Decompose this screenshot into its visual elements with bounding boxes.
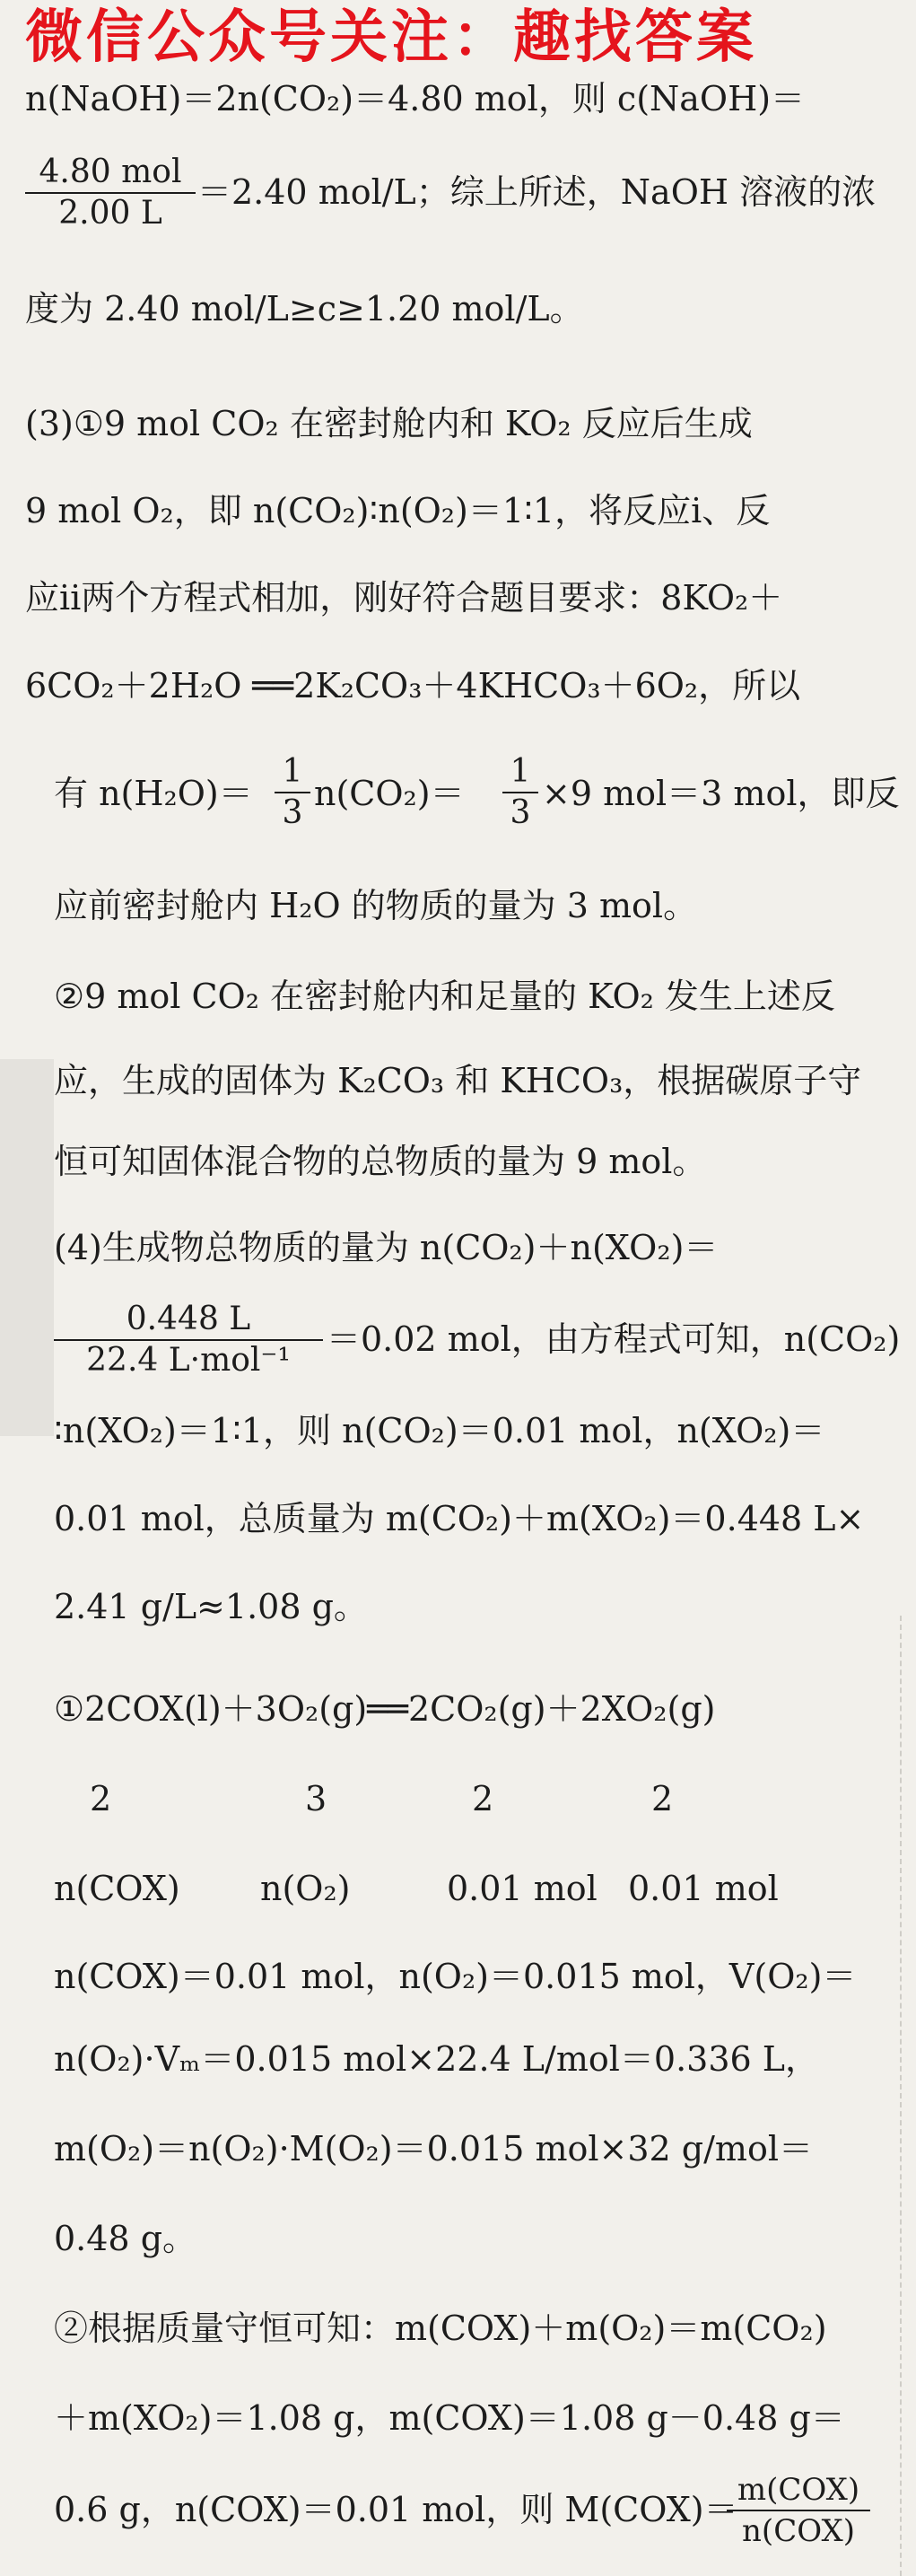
text-line: ②根据质量守恒可知：m(COX)＋m(O₂)＝m(CO₂) <box>54 2309 827 2348</box>
text-line: ∶n(XO₂)＝1∶1，则 n(CO₂)＝0.01 mol，n(XO₂)＝ <box>54 1411 825 1450</box>
coefficient: 3 <box>305 1779 327 1818</box>
fraction-denominator: 22.4 L·mol⁻¹ <box>86 1342 291 1379</box>
text-line: n(NaOH)＝2n(CO₂)＝4.80 mol，则 c(NaOH)＝ <box>25 79 806 118</box>
text-line: 有 n(H₂O)＝ <box>54 774 253 813</box>
text-line: 恒可知固体混合物的总物质的量为 9 mol。 <box>54 1142 707 1181</box>
coefficient: 2 <box>90 1779 112 1818</box>
fraction-denominator: 2.00 L <box>58 195 162 232</box>
text-line: n(CO₂)＝ <box>314 774 465 813</box>
text-line: ②9 mol CO₂ 在密封舱内和足量的 KO₂ 发生上述反 <box>54 977 835 1016</box>
fraction-denominator: 3 <box>510 794 531 831</box>
coefficient: 2 <box>651 1779 674 1818</box>
text-line: 度为 2.40 mol/L≥c≥1.20 mol/L。 <box>25 289 584 329</box>
text-line: n(COX)＝0.01 mol，n(O₂)＝0.015 mol，V(O₂)＝ <box>54 1957 857 1996</box>
fraction-numerator: 4.80 mol <box>25 153 196 194</box>
fraction-denominator: n(COX) <box>742 2513 855 2549</box>
watermark-text: 微信公众号关注：趣找答案 <box>25 4 757 71</box>
page-stain <box>0 1059 54 1436</box>
amount-label: 0.01 mol <box>628 1869 779 1908</box>
text-line: n(O₂)·Vₘ＝0.015 mol×22.4 L/mol＝0.336 L， <box>54 2039 819 2079</box>
text-line: m(O₂)＝n(O₂)·M(O₂)＝0.015 mol×32 g/mol＝ <box>54 2129 814 2169</box>
text-line: ×9 mol＝3 mol，即反 <box>542 774 900 813</box>
coefficient: 2 <box>472 1779 494 1818</box>
text-line: 2.41 g/L≈1.08 g。 <box>54 1587 368 1626</box>
text-line: 0.01 mol，总质量为 m(CO₂)＋m(XO₂)＝0.448 L× <box>54 1499 865 1538</box>
text-line: ＝2.40 mol/L；综上所述，NaOH 溶液的浓 <box>197 172 877 212</box>
fraction-numerator: m(COX) <box>727 2470 870 2511</box>
fraction-numerator: 0.448 L <box>54 1300 323 1341</box>
text-line: (4)生成物总物质的量为 n(CO₂)＋n(XO₂)＝ <box>54 1228 719 1267</box>
fraction-numerator: 1 <box>275 752 310 793</box>
fraction-numerator: 1 <box>502 752 538 793</box>
fraction <box>54 1300 323 1380</box>
text-line: 0.6 g，n(COX)＝0.01 mol，则 M(COX)＝ <box>54 2490 738 2529</box>
text-line: 6CO₂＋2H₂O ══2K₂CO₃＋4KHCO₃＋6O₂，所以 <box>25 666 801 705</box>
text-line: 0.48 g。 <box>54 2219 197 2258</box>
amount-label: n(O₂) <box>260 1869 351 1908</box>
fraction <box>275 752 310 833</box>
text-line: ＝0.02 mol，由方程式可知，n(CO₂) <box>327 1319 901 1359</box>
text-line: ＋m(XO₂)＝1.08 g，m(COX)＝1.08 g－0.48 g＝ <box>54 2398 845 2438</box>
text-line: ①2COX(l)＋3O₂(g)══2CO₂(g)＋2XO₂(g) <box>54 1689 716 1729</box>
fraction-denominator: 3 <box>282 794 303 831</box>
fraction <box>727 2470 870 2551</box>
text-line: 应前密封舱内 H₂O 的物质的量为 3 mol。 <box>54 886 698 925</box>
amount-label: n(COX) <box>54 1869 180 1908</box>
amount-label: 0.01 mol <box>447 1869 598 1908</box>
text-line: 应，生成的固体为 K₂CO₃ 和 KHCO₃，根据碳原子守 <box>54 1061 862 1100</box>
fraction <box>502 752 538 833</box>
fraction <box>25 153 196 233</box>
text-line: (3)①9 mol CO₂ 在密封舱内和 KO₂ 反应后生成 <box>25 404 753 443</box>
text-line: 9 mol O₂，即 n(CO₂)∶n(O₂)＝1∶1，将反应ⅰ、反 <box>25 491 771 530</box>
text-line: 应ⅱ两个方程式相加，刚好符合题目要求：8KO₂＋ <box>25 578 783 618</box>
